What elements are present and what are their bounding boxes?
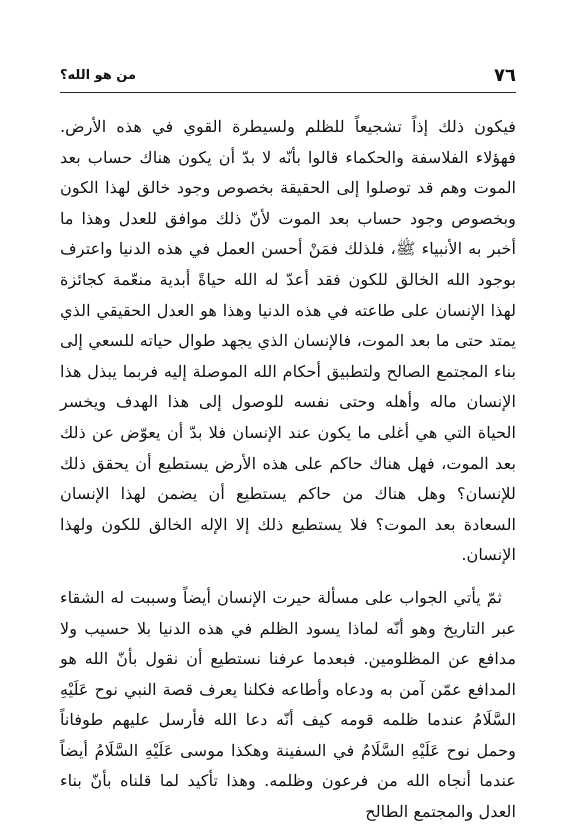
paragraph: ثمّ يأتي الجواب على مسألة حيرت الإنسان أيضاً وسببت له الشقاء عبر التاريخ وهو أنّه لماذا يسود الظلم في هذه الدنيا بلا حسيب ولا مدافع عن المظلومين. فبعدما عرفنا نستطيع أن نقول بأنّ الله هو المدافع عمّن آمن به ودعاه وأطاعه فكلنا يعرف قصة النبي نوح عَلَيْهِ السَّلَامُ عندما ظلمه قومه كيف أنّه دعا الله فأرسل عليهم طوفاناً وحمل نوح عَلَيْهِ السَّلَامُ في السفينة وهكذا موسى عَلَيْهِ السَّلَامُ أيضاً عندما أنجاه الله من فرعون وظلمه. وهذا تأكيد لما قلناه بأنّ بناء العدل والمجتمع الطالح: [60, 587, 516, 822]
paragraph: فيكون ذلك إذاً تشجيعاً للظلم ولسيطرة القوي في هذه الأرض. فهؤلاء الفلاسفة والحكماء قالوا بأنّه لا بدّ أن يكون هناك حساب بعد الموت وهم قد توصلوا إلى الحقيقة بخصوص وجود خالق لهذا الكون وبخصوص وجود حساب بعد الموت لأنّ ذلك موافق للعدل وهذا ما أخبر به الأنبياء ﷺ، فلذلك فمَنْ أحسن العمل في هذه الدنيا واعترف بوجود الله الخالق للكون فقد أعدّ له الله حياةً أبدية منعّمة كجائزة لهذا الإنسان على طاعته في هذه الدنيا وهذا هو العدل الحقيقي الذي يمتد حتى ما بعد الموت، فالإنسان الذي يجهد طوال حياته للسعي إلى بناء المجتمع الصالح ولتطبيق أحكام الله الموصلة إليه فربما يبذل هذا الإنسان ماله وأهله وحتى نفسه للوصول إلى هذا الهدف ويخسر الحياة التي هي أغلى ما يكون عند الإنسان فلا بدّ أن يعوّض عن ذلك بعد الموت، فهل هناك حاكم على هذه الأرض يستطيع أن يحقق ذلك للإنسان؟ وهل هناك من حاكم يستطيع أن يضمن لهذا الإنسان السعادة بعد الموت؟ فلا يستطيع ذلك إلا الإله الخالق للكون ولهذا الإنسان.: [60, 117, 516, 565]
running-title: من هو الله؟: [60, 68, 137, 83]
header-divider: [60, 92, 516, 93]
page-number: ٧٦: [494, 65, 516, 86]
body-text: [60, 112, 516, 828]
page-header: [60, 64, 516, 92]
